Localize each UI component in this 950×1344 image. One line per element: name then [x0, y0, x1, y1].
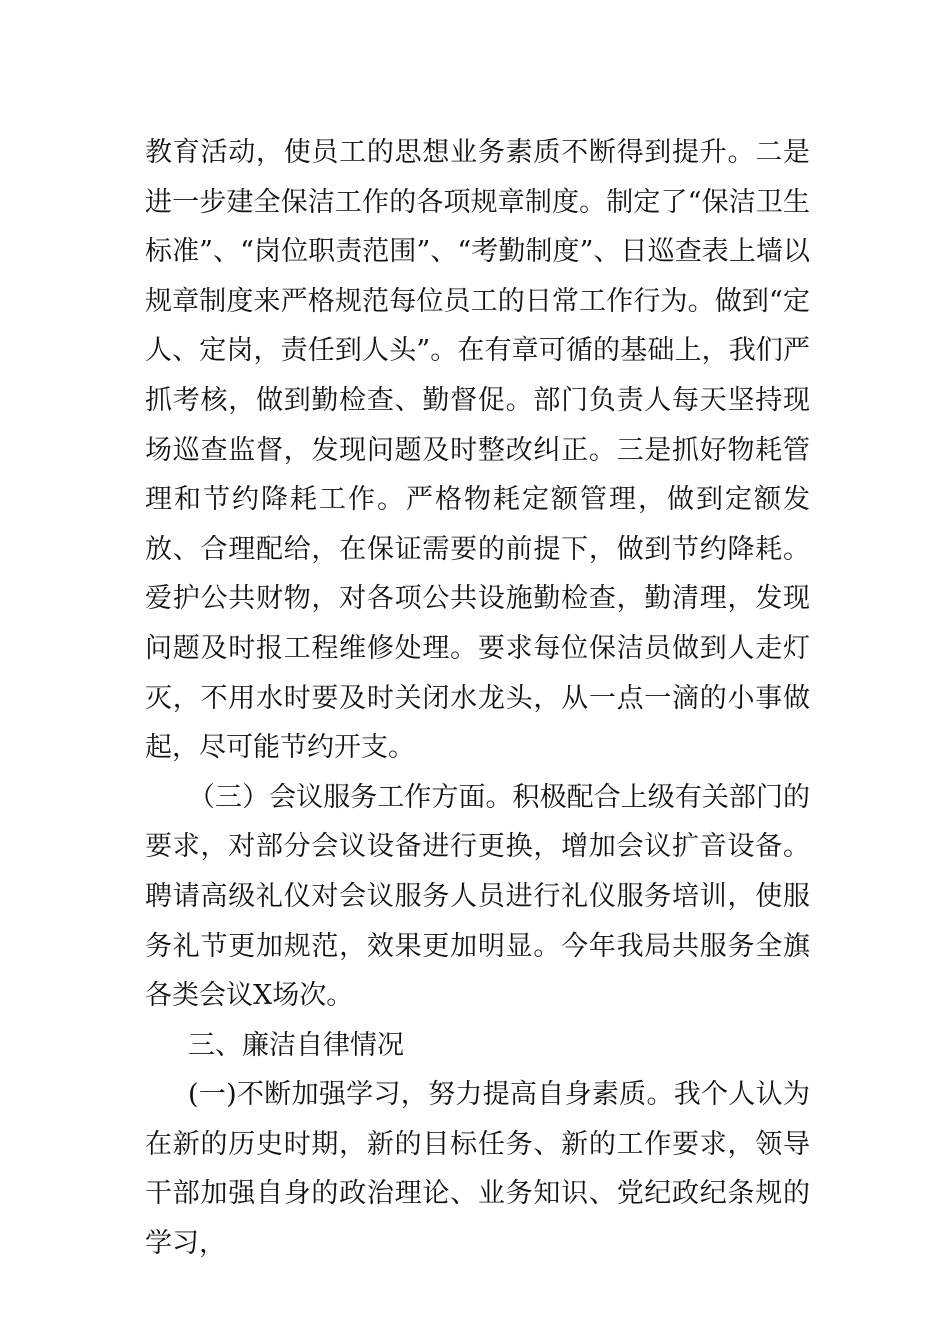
section-heading: 三、廉洁自律情况	[188, 1029, 404, 1061]
body-paragraph-3: (一)不断加强学习，努力提高自身素质。我个人认为在新的历史时期，新的目标任务、新的工作要求，领导干部加强自身的政治理论、业务知识、党纪政纪条规的学习，	[145, 1079, 810, 1260]
document-body	[145, 128, 810, 1269]
body-paragraph-2: （三）会议服务工作方面。积极配合上级有关部门的要求，对部分会议设备进行更换，增加会议扩音设备。聘请高级礼仪对会议服务人员进行礼仪服务培训，使服务礼节更加规范，效果更加明显。今年我局共服务全旗各类会议X场次。	[145, 781, 810, 1012]
body-paragraph-1: 教育活动，使员工的思想业务素质不断得到提升。二是进一步建全保洁工作的各项规章制度。制定了“保洁卫生标准”、“岗位职责范围”、“考勤制度”、日巡查表上墙以规章制度来严格规范每位员工的日常工作行为。做到“定人、定岗，责任到人头”。在有章可循的基础上，我们严抓考核，做到勤检查、勤督促。部门负责人每天坚持现场巡查监督，发现问题及时整改纠正。三是抓好物耗管理和节约降耗工作。严格物耗定额管理，做到定额发放、合理配给，在保证需要的前提下，做到节约降耗。爱护公共财物，对各项公共设施勤检查，勤清理，发现问题及时报工程维修处理。要求每位保洁员做到人走灯灭，不用水时要及时关闭水龙头，从一点一滴的小事做起，尽可能节约开支。	[145, 137, 810, 764]
